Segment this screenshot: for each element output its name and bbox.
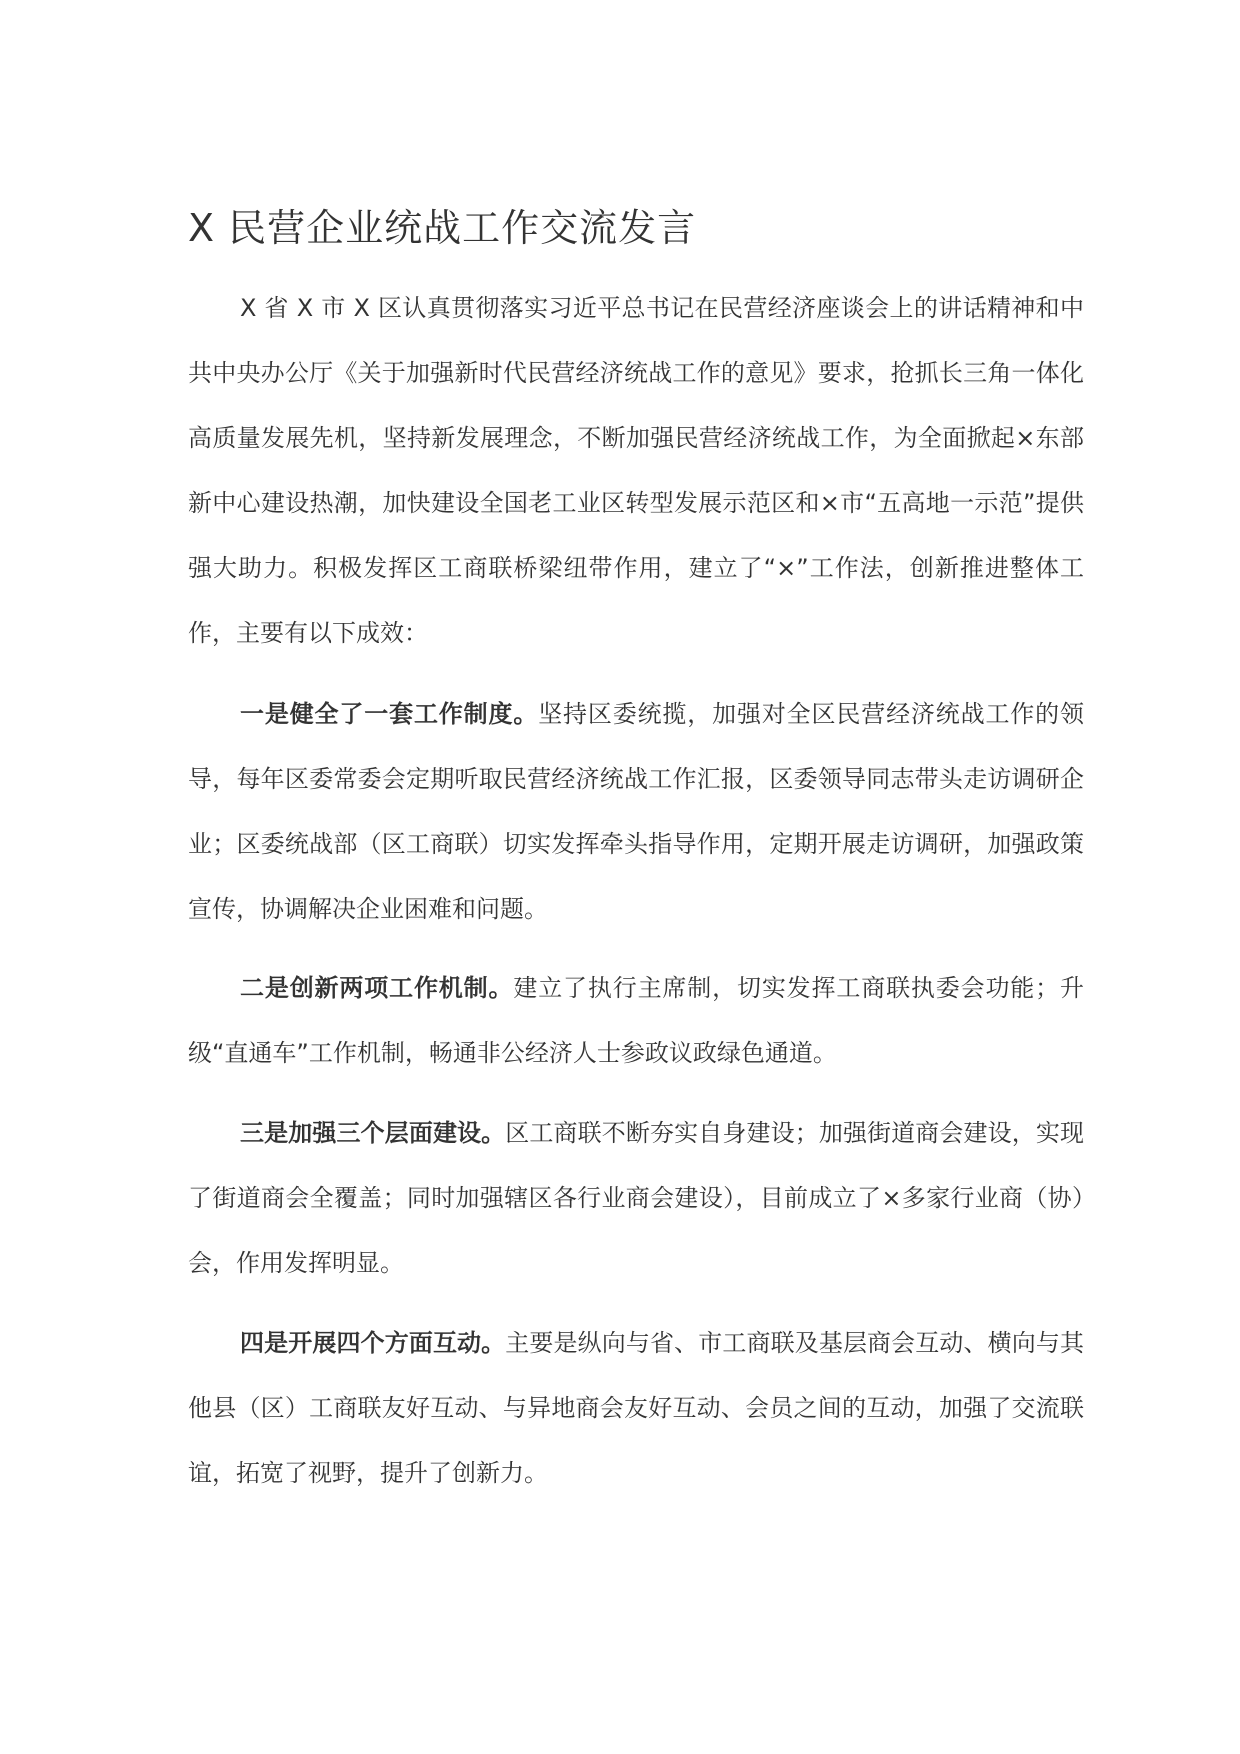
section-2-body: 建立了执行主席制，切实发挥工商联执委会功能；升级“直通车”工作机制，畅通非公经济人士参政议政绿色通道。 (188, 974, 1085, 1067)
section-1-body: 坚持区委统揽，加强对全区民营经济统战工作的领导，每年区委常委会定期听取民营经济统战工作汇报，区委领导同志带头走访调研企业；区委统战部（区工商联）切实发挥牵头指导作用，定期开展走访调研，加强政策宣传，协调解决企业困难和问题。 (188, 700, 1085, 923)
section-paragraph-2 (188, 956, 1084, 1086)
document-title: X 民营企业统战工作交流发言 (188, 206, 697, 250)
intro-paragraph: X 省 X 市 X 区认真贯彻落实习近平总书记在民营经济座谈会上的讲话精神和中共中央办公厅《关于加强新时代民营经济统战工作的意见》要求，抢抓长三角一体化高质量发展先机，坚持新发展理念，不断加强民营经济统战工作，为全面掀起×东部新中心建设热潮，加快建设全国老工业区转型发展示范区和×市“五高地一示范”提供强大助力。积极发挥区工商联桥梁纽带作用，建立了“×”工作法，创新推进整体工作，主要有以下成效： (188, 294, 1084, 647)
section-1-heading: 一是健全了一套工作制度。 (240, 700, 539, 728)
section-4-heading: 四是开展四个方面互动。 (240, 1329, 506, 1357)
section-3-body: 区工商联不断夯实自身建设；加强街道商会建设，实现了街道商会全覆盖；同时加强辖区各行业商会建设），目前成立了×多家行业商（协）会，作用发挥明显。 (188, 1119, 1085, 1277)
section-4-body: 主要是纵向与省、市工商联及基层商会互动、横向与其他县（区）工商联友好互动、与异地商会友好互动、会员之间的互动，加强了交流联谊，拓宽了视野，提升了创新力。 (188, 1329, 1085, 1487)
section-paragraph-4 (188, 1311, 1084, 1506)
document-page (188, 0, 1084, 1754)
section-2-heading: 二是创新两项工作机制。 (240, 974, 514, 1002)
section-paragraph-1 (188, 682, 1084, 942)
section-paragraph-3 (188, 1101, 1084, 1296)
section-3-heading: 三是加强三个层面建设。 (240, 1119, 506, 1147)
